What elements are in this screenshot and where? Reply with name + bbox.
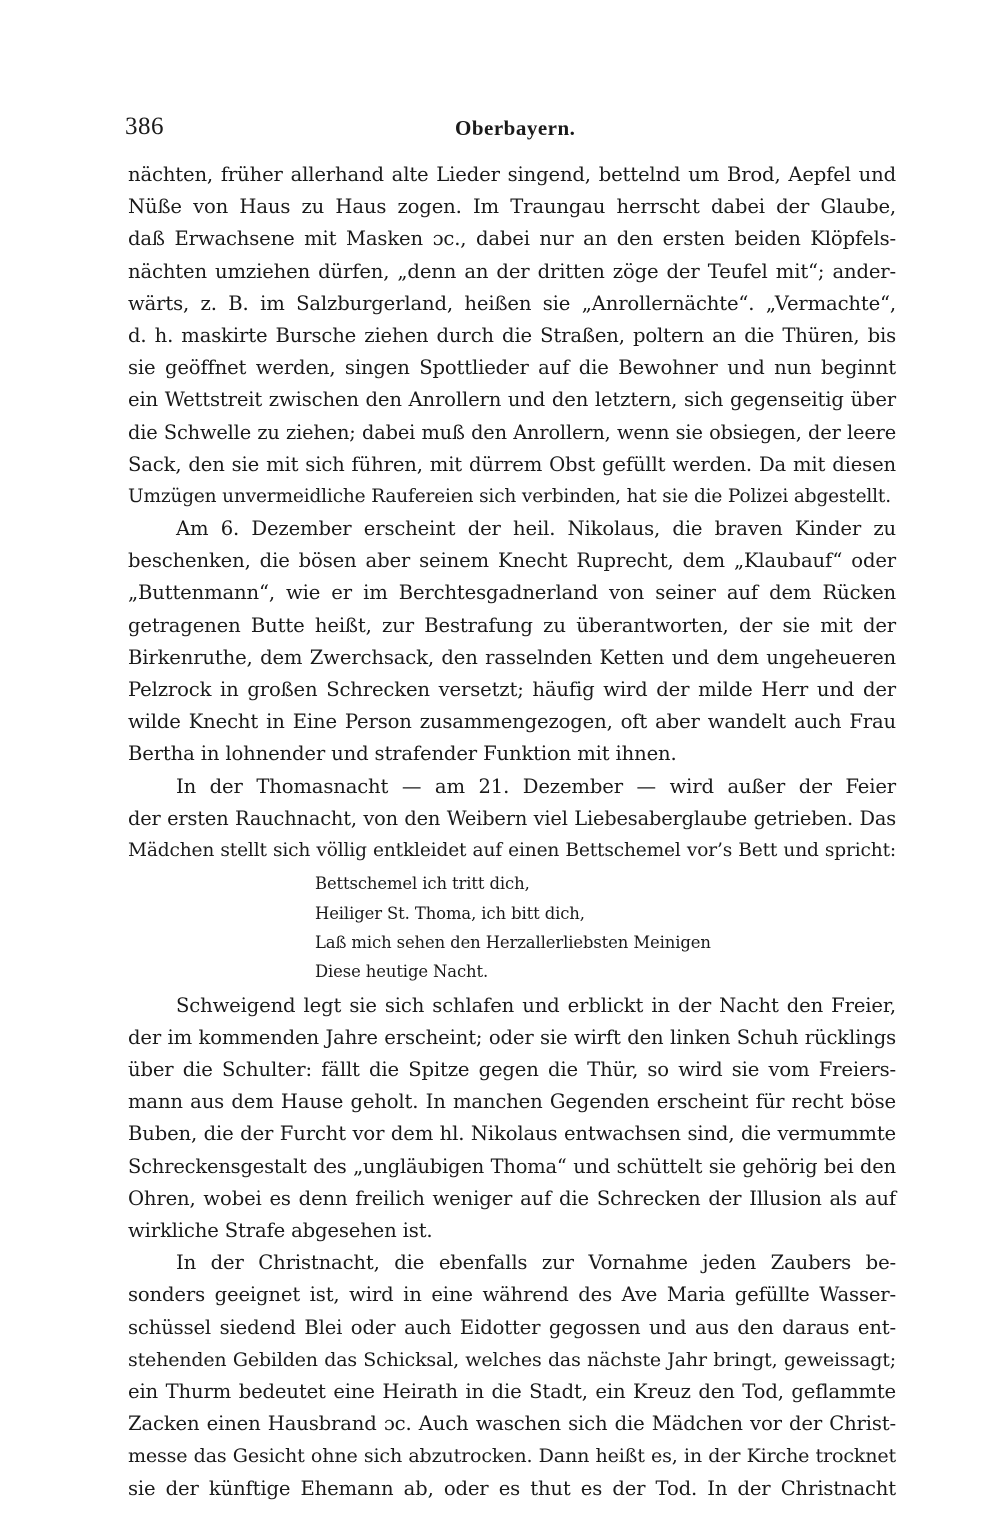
paragraph-schweigend — [128, 990, 896, 1248]
text-line: Nüße von Haus zu Haus zogen. Im Traungau herrscht dabei der Glaube, — [128, 195, 896, 219]
text-line: wärts, z. B. im Salzburgerland, heißen sie „Anrollernächte“. „Vermachte“, — [128, 291, 896, 315]
page-body — [128, 159, 896, 1505]
verse-line: Heiliger St. Thoma, ich bitt dich, — [315, 903, 585, 923]
paragraph-anrollernaechte — [128, 159, 896, 513]
text-line: über die Schulter: fällt die Spitze gegen die Thür, so wird sie vom Freiers- — [128, 1058, 896, 1082]
text-line: Am 6. Dezember erscheint der heil. Nikolaus, die braven Kinder zu — [176, 517, 896, 541]
text-line: Birkenruthe, dem Zwerchsack, den rasselnden Ketten und dem ungeheueren — [128, 645, 896, 669]
text-line: sie der künftige Ehemann ab, oder es thut es der Tod. In der Christnacht — [128, 1476, 896, 1500]
text-line: wilde Knecht in Eine Person zusammengezogen, oft aber wandelt auch Frau — [128, 710, 896, 734]
text-line: beschenken, die bösen aber seinem Knecht Ruprecht, dem „Klaubauf“ oder — [128, 549, 896, 573]
text-line: nächten umziehen dürfen, „denn an der dritten zöge der Teufel mit“; ander- — [128, 259, 896, 283]
text-line: Schweigend legt sie sich schlafen und erblickt in der Nacht den Freier, — [176, 993, 896, 1017]
verse-line: Bettschemel ich tritt dich, — [315, 874, 530, 894]
text-line: Schreckensgestalt des „ungläubigen Thoma“ und schüttelt sie gehörig bei den — [128, 1154, 896, 1178]
verse-block — [128, 869, 896, 987]
page-number: 386 — [125, 113, 164, 140]
verse-line: Diese heutige Nacht. — [315, 962, 489, 982]
text-line: In der Christnacht, die ebenfalls zur Vornahme jeden Zaubers be- — [176, 1251, 896, 1275]
running-title: Oberbayern. — [455, 116, 576, 140]
verse-line: Laß mich sehen den Herzallerliebsten Meinigen — [315, 932, 711, 952]
text-line: Zacken einen Hausbrand ɔc. Auch waschen sich die Mädchen vor der Christ- — [128, 1412, 896, 1436]
text-line: daß Erwachsene mit Masken ɔc., dabei nur an den ersten beiden Klöpfels- — [128, 227, 896, 251]
text-line: die Schwelle zu ziehen; dabei muß den Anrollern, wenn sie obsiegen, der leere — [128, 420, 896, 444]
page-header — [125, 113, 895, 145]
text-line: Mädchen stellt sich völlig entkleidet auf einen Bettschemel vor’s Bett und spricht: — [128, 839, 896, 861]
text-line: d. h. maskirte Bursche ziehen durch die Straßen, poltern an die Thüren, bis — [128, 323, 896, 347]
text-line: Pelzrock in großen Schrecken versetzt; häufig wird der milde Herr und der — [128, 678, 896, 701]
text-line: wirkliche Strafe abgesehen ist. — [128, 1219, 433, 1242]
text-line: der ersten Rauchnacht, von den Weibern viel Liebesaberglaube getrieben. Das — [128, 806, 896, 830]
text-line: Ohren, wobei es denn freilich weniger auf die Schrecken der Illusion als auf — [128, 1186, 896, 1210]
text-line: messe das Gesicht ohne sich abzutrocken. Dann heißt es, in der Kirche trocknet — [128, 1445, 896, 1468]
text-line: mann aus dem Hause geholt. In manchen Gegenden erscheint für recht böse — [128, 1090, 896, 1114]
text-line: ein Wettstreit zwischen den Anrollern und den letztern, sich gegenseitig über — [128, 388, 896, 412]
paragraph-christnacht — [128, 1247, 896, 1505]
text-line: Buben, die der Furcht vor dem hl. Nikolaus entwachsen sind, die vermummte — [128, 1122, 896, 1146]
text-line: ein Thurm bedeutet eine Heirath in die Stadt, ein Kreuz den Tod, geflammte — [128, 1379, 896, 1403]
text-line: sie geöffnet werden, singen Spottlieder auf die Bewohner und nun beginnt — [128, 356, 896, 380]
text-line: sonders geeignet ist, wird in eine während des Ave Maria gefüllte Wasser- — [128, 1283, 896, 1307]
paragraph-thomasnacht — [128, 771, 896, 868]
text-line: der im kommenden Jahre erscheint; oder sie wirft den linken Schuh rücklings — [128, 1025, 896, 1049]
paragraph-nikolaus — [128, 513, 896, 771]
text-line: Bertha in lohnender und strafender Funktion mit ihnen. — [128, 742, 677, 766]
text-line: „Buttenmann“, wie er im Berchtesgadnerland von seiner auf dem Rücken — [128, 581, 896, 605]
text-line: stehenden Gebilden das Schicksal, welches das nächste Jahr bringt, geweissagt; — [128, 1348, 896, 1371]
text-line: schüssel siedend Blei oder auch Eidotter gegossen und aus den daraus ent- — [128, 1315, 896, 1339]
text-line: Sack, den sie mit sich führen, mit dürrem Obst gefüllt werden. Da mit diesen — [128, 452, 896, 476]
text-line: Umzügen unvermeidliche Raufereien sich verbinden, hat sie die Polizei abgestellt. — [128, 485, 891, 507]
text-line: In der Thomasnacht — am 21. Dezember — wird außer der Feier — [176, 774, 896, 798]
text-line: getragenen Butte heißt, zur Bestrafung zu überantworten, der sie mit der — [128, 613, 896, 637]
text-line: nächten, früher allerhand alte Lieder singend, bettelnd um Brod, Aepfel und — [128, 163, 896, 186]
